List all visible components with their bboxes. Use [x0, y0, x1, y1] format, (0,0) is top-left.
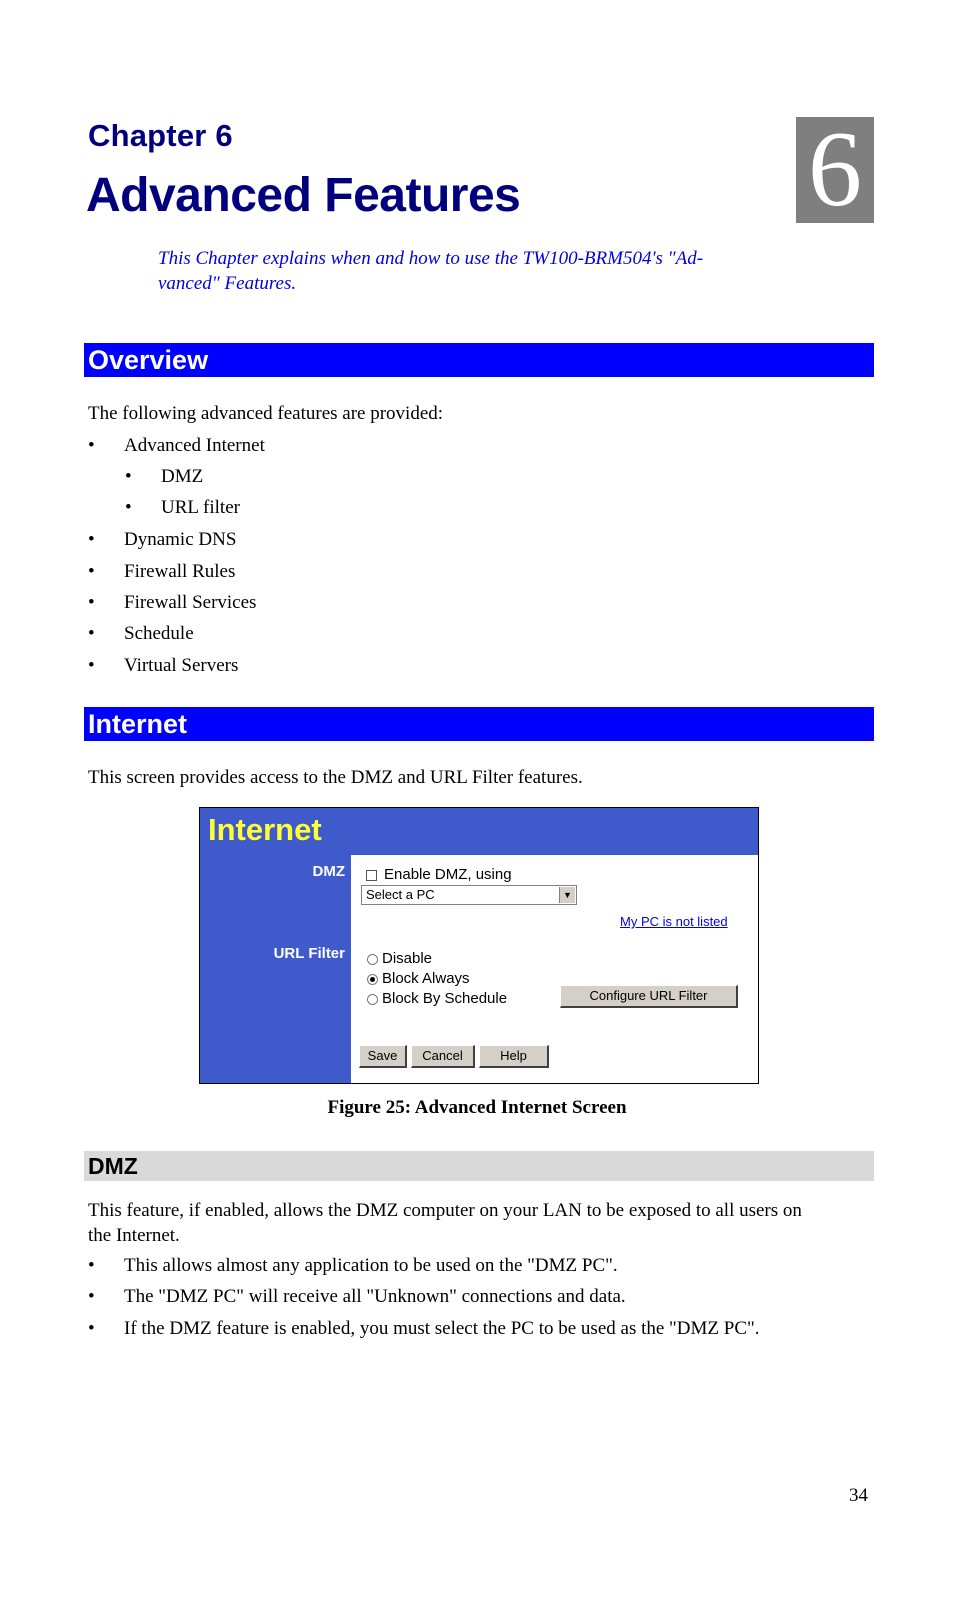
radio-block-schedule-label: Block By Schedule — [382, 990, 508, 1007]
internet-heading: Internet — [84, 707, 874, 741]
enable-dmz-checkbox[interactable] — [366, 870, 377, 881]
chapter-number-badge: 6 — [796, 117, 874, 223]
internet-lead: This screen provides access to the DMZ and URL Filter features. — [88, 767, 583, 788]
my-pc-not-listed-link[interactable]: My PC is not listed — [620, 914, 728, 929]
overview-heading: Overview — [84, 343, 874, 377]
save-button[interactable]: Save — [359, 1045, 407, 1068]
dmz-heading: DMZ — [84, 1151, 874, 1181]
url-filter-label: URL Filter — [273, 945, 345, 962]
dmz-pc-select[interactable] — [361, 885, 577, 905]
intro-line-2: vanced" Features. — [158, 273, 297, 294]
radio-disable[interactable] — [367, 954, 378, 965]
figure-caption: Figure 25: Advanced Internet Screen — [327, 1097, 627, 1118]
dmz-label: DMZ — [312, 863, 345, 880]
radio-block-always-label: Block Always — [382, 970, 470, 987]
chapter-title: Advanced Features — [86, 169, 521, 222]
intro-line-1: This Chapter explains when and how to use the TW100-BRM504's "Ad- — [158, 248, 704, 269]
cancel-button[interactable]: Cancel — [411, 1045, 475, 1068]
internet-screen-figure — [199, 807, 759, 1084]
dmz-para-line-2: the Internet. — [88, 1225, 180, 1246]
enable-dmz-label: Enable DMZ, using — [384, 866, 512, 883]
chapter-label: Chapter 6 — [88, 118, 233, 153]
chapter-intro — [158, 246, 758, 296]
chevron-down-icon[interactable]: ▼ — [559, 887, 575, 903]
dmz-para-line-1: This feature, if enabled, allows the DMZ computer on your LAN to be exposed to all users on — [88, 1200, 802, 1221]
configure-url-filter-button[interactable]: Configure URL Filter — [560, 985, 738, 1008]
radio-block-schedule[interactable] — [367, 994, 378, 1005]
radio-disable-label: Disable — [382, 950, 433, 967]
page-number: 34 — [849, 1485, 868, 1506]
screen-sidebar — [200, 855, 351, 1083]
help-button[interactable]: Help — [479, 1045, 549, 1068]
overview-lead: The following advanced features are provided: — [88, 403, 444, 424]
screen-header — [200, 808, 758, 855]
dmz-paragraph — [88, 1198, 868, 1248]
select-value: Select a PC — [366, 887, 435, 902]
screen-title: Internet — [208, 812, 322, 847]
radio-block-always[interactable] — [367, 974, 378, 985]
